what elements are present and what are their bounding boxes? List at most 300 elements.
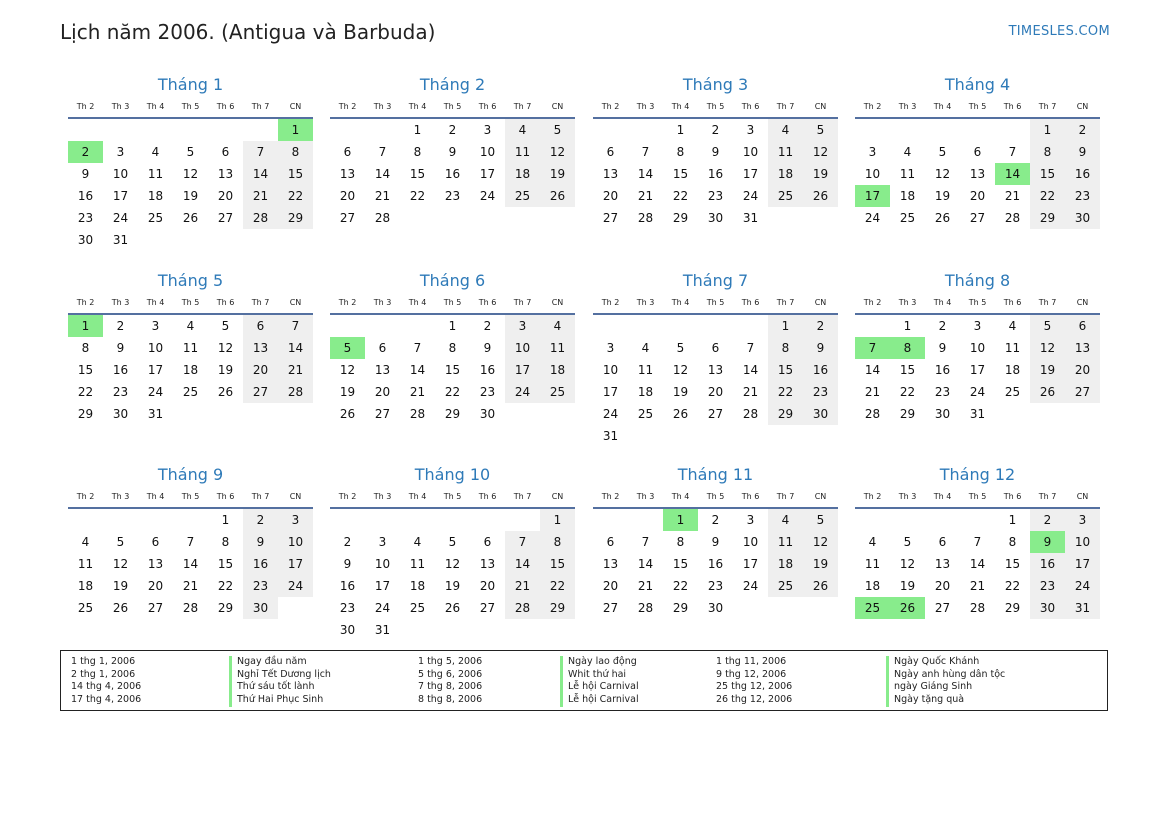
day-cell: 6 [378, 341, 387, 355]
day-cell: 13 [374, 363, 391, 377]
day-cell: 11 [899, 167, 916, 181]
day-cell: 18 [540, 359, 575, 381]
month-calendar [855, 268, 1100, 425]
day-cell: 14 [243, 163, 278, 185]
day-cell: 3 [505, 315, 540, 337]
day-cell: 15 [540, 553, 575, 575]
day-cell: 26 [339, 407, 356, 421]
month-title: Tháng 7 [682, 271, 749, 290]
day-cell: 5 [448, 535, 457, 549]
day-cell: 19 [899, 579, 916, 593]
empty-cell [890, 119, 925, 141]
day-cell: 4 [768, 509, 803, 531]
day-cell: 26 [217, 385, 234, 399]
day-cell: 5 [116, 535, 125, 549]
day-cell: 25 [409, 601, 426, 615]
day-cell: 10 [374, 557, 391, 571]
day-cell: 29 [672, 601, 689, 615]
day-cell: 26 [803, 185, 838, 207]
day-cell: 22 [278, 185, 313, 207]
weekday-label: Th 2 [338, 492, 357, 501]
weekday-label: Th 3 [898, 298, 917, 307]
day-cell: 6 [343, 145, 352, 159]
day-cell: 1 [676, 123, 685, 137]
day-cell: 8 [221, 535, 230, 549]
day-cell: 31 [147, 407, 164, 421]
month-title: Tháng 2 [419, 75, 486, 94]
day-cell: 22 [540, 575, 575, 597]
empty-cell [208, 119, 243, 141]
day-cell: 8 [81, 341, 90, 355]
empty-cell [733, 315, 768, 337]
day-cell: 31 [969, 407, 986, 421]
day-cell: 11 [147, 167, 164, 181]
day-cell: 4 [151, 145, 160, 159]
day-cell: 27 [339, 211, 356, 225]
day-cell: 19 [540, 163, 575, 185]
day-cell: 14 [969, 557, 986, 571]
day-cell: 9 [81, 167, 90, 181]
weekday-label: Th 4 [933, 492, 952, 501]
day-cell: 31 [1065, 597, 1100, 619]
site-link[interactable]: TIMESLES.COM [1008, 24, 1110, 39]
day-cell: 17 [742, 557, 759, 571]
day-cell: 20 [969, 189, 986, 203]
day-cell: 7 [413, 341, 422, 355]
empty-cell [330, 119, 365, 141]
day-cell: 14 [374, 167, 391, 181]
day-cell: 8 [676, 145, 685, 159]
day-cell: 19 [339, 385, 356, 399]
day-grid [330, 119, 575, 229]
day-grid [855, 509, 1100, 619]
day-cell: 1 [413, 123, 422, 137]
legend-name: Ngày Quốc Khánh [886, 656, 1005, 669]
holiday-day-cell: 5 [330, 337, 365, 359]
day-cell: 3 [973, 319, 982, 333]
day-cell: 8 [413, 145, 422, 159]
holiday-day-cell: 14 [995, 163, 1030, 185]
day-cell: 14 [637, 557, 654, 571]
day-cell: 18 [1004, 363, 1021, 377]
weekday-header [855, 489, 1100, 509]
weekday-label: Th 6 [741, 492, 760, 501]
day-cell: 29 [899, 407, 916, 421]
empty-cell [855, 119, 890, 141]
day-cell: 21 [1004, 189, 1021, 203]
day-cell: 5 [221, 319, 230, 333]
day-cell: 24 [1065, 575, 1100, 597]
weekday-label: Th 7 [776, 298, 795, 307]
holiday-day-cell: 9 [1030, 531, 1065, 553]
day-cell: 6 [221, 145, 230, 159]
day-cell: 6 [151, 535, 160, 549]
day-cell: 10 [864, 167, 881, 181]
day-cell: 20 [217, 189, 234, 203]
day-cell: 21 [742, 385, 759, 399]
day-cell: 21 [243, 185, 278, 207]
month-calendar [855, 72, 1100, 229]
day-cell: 17 [969, 363, 986, 377]
month-title: Tháng 11 [677, 465, 754, 484]
day-cell: 2 [243, 509, 278, 531]
empty-cell [593, 119, 628, 141]
day-cell: 8 [1030, 141, 1065, 163]
day-cell: 9 [711, 535, 720, 549]
weekday-label: CN [289, 492, 302, 501]
month-calendar [68, 268, 313, 425]
day-cell: 30 [1030, 597, 1065, 619]
weekday-label: Th 4 [933, 298, 952, 307]
day-cell: 7 [641, 145, 650, 159]
day-cell: 2 [448, 123, 457, 137]
day-cell: 3 [378, 535, 387, 549]
holiday-day-cell: 17 [855, 185, 890, 207]
day-cell: 21 [864, 385, 881, 399]
weekday-header [593, 489, 838, 509]
day-cell: 15 [1030, 163, 1065, 185]
day-cell: 11 [505, 141, 540, 163]
empty-cell [365, 315, 400, 337]
day-cell: 2 [938, 319, 947, 333]
legend-name: Ngày anh hùng dân tộc [886, 669, 1005, 682]
month-title: Tháng 12 [939, 465, 1016, 484]
day-cell: 17 [1065, 553, 1100, 575]
day-cell: 25 [768, 575, 803, 597]
weekday-label: Th 5 [968, 298, 987, 307]
legend-date: 8 thg 8, 2006 [418, 694, 483, 706]
empty-cell [68, 119, 103, 141]
day-cell: 19 [217, 363, 234, 377]
day-cell: 9 [938, 341, 947, 355]
day-grid [593, 315, 838, 447]
day-cell: 14 [505, 553, 540, 575]
day-cell: 13 [602, 167, 619, 181]
weekday-label: Th 7 [251, 492, 270, 501]
holiday-day-cell: 1 [663, 509, 698, 531]
empty-cell [628, 315, 663, 337]
weekday-label: CN [551, 102, 564, 111]
day-cell: 12 [934, 167, 951, 181]
month-title: Tháng 8 [944, 271, 1011, 290]
month-calendar [330, 462, 575, 641]
day-cell: 10 [112, 167, 129, 181]
day-cell: 6 [243, 315, 278, 337]
day-cell: 20 [243, 359, 278, 381]
day-cell: 19 [803, 553, 838, 575]
day-cell: 18 [77, 579, 94, 593]
day-cell: 23 [803, 381, 838, 403]
weekday-label: Th 5 [443, 102, 462, 111]
empty-cell [925, 119, 960, 141]
day-cell: 18 [864, 579, 881, 593]
day-cell: 15 [444, 363, 461, 377]
day-cell: 24 [278, 575, 313, 597]
weekday-label: Th 7 [251, 298, 270, 307]
day-cell: 10 [742, 145, 759, 159]
day-cell: 15 [672, 557, 689, 571]
day-cell: 24 [479, 189, 496, 203]
weekday-label: Th 6 [741, 102, 760, 111]
day-cell: 3 [151, 319, 160, 333]
day-cell: 17 [602, 385, 619, 399]
empty-cell [855, 509, 890, 531]
legend-name: Ngay đầu năm [229, 656, 331, 669]
weekday-header [593, 99, 838, 119]
weekday-label: Th 6 [478, 102, 497, 111]
day-grid [855, 119, 1100, 229]
weekday-label: Th 5 [443, 298, 462, 307]
weekday-label: Th 3 [373, 298, 392, 307]
day-cell: 8 [676, 535, 685, 549]
weekday-label: Th 4 [671, 298, 690, 307]
weekday-label: Th 3 [373, 492, 392, 501]
day-cell: 17 [147, 363, 164, 377]
empty-cell [400, 509, 435, 531]
day-cell: 16 [1065, 163, 1100, 185]
day-cell: 24 [112, 211, 129, 225]
weekday-label: Th 2 [601, 492, 620, 501]
day-cell: 27 [602, 211, 619, 225]
weekday-label: Th 6 [741, 298, 760, 307]
weekday-label: Th 2 [601, 298, 620, 307]
day-cell: 27 [707, 407, 724, 421]
day-cell: 28 [182, 601, 199, 615]
day-cell: 25 [505, 185, 540, 207]
day-cell: 12 [339, 363, 356, 377]
day-cell: 24 [742, 189, 759, 203]
empty-cell [925, 509, 960, 531]
month-title: Tháng 9 [157, 465, 224, 484]
legend-date: 5 thg 6, 2006 [418, 668, 483, 680]
day-cell: 11 [768, 141, 803, 163]
empty-cell [628, 119, 663, 141]
weekday-label: Th 4 [408, 102, 427, 111]
legend-name: Thứ Hai Phục Sinh [229, 694, 331, 707]
weekday-label: Th 7 [251, 102, 270, 111]
day-cell: 23 [444, 189, 461, 203]
day-cell: 21 [969, 579, 986, 593]
day-grid [330, 509, 575, 641]
legend-date: 2 thg 1, 2006 [71, 668, 136, 680]
day-cell: 31 [742, 211, 759, 225]
day-cell: 10 [479, 145, 496, 159]
day-cell: 20 [602, 579, 619, 593]
day-cell: 8 [448, 341, 457, 355]
day-cell: 14 [637, 167, 654, 181]
day-cell: 4 [505, 119, 540, 141]
month-title: Tháng 4 [944, 75, 1011, 94]
day-cell: 2 [483, 319, 492, 333]
day-cell: 5 [1030, 315, 1065, 337]
day-grid [330, 315, 575, 425]
legend-date: 7 thg 8, 2006 [418, 681, 483, 693]
weekday-label: Th 5 [181, 102, 200, 111]
day-cell: 23 [707, 189, 724, 203]
day-cell: 19 [182, 189, 199, 203]
day-cell: 25 [182, 385, 199, 399]
month-calendar [330, 72, 575, 229]
month-title: Tháng 3 [682, 75, 749, 94]
day-cell: 24 [864, 211, 881, 225]
day-cell: 26 [182, 211, 199, 225]
day-cell: 10 [1065, 531, 1100, 553]
day-cell: 5 [186, 145, 195, 159]
day-cell: 12 [112, 557, 129, 571]
weekday-label: Th 3 [636, 492, 655, 501]
day-cell: 6 [711, 341, 720, 355]
day-cell: 26 [803, 575, 838, 597]
day-cell: 4 [186, 319, 195, 333]
day-cell: 16 [479, 363, 496, 377]
weekday-label: CN [814, 492, 827, 501]
day-cell: 10 [742, 535, 759, 549]
weekday-label: Th 7 [1038, 492, 1057, 501]
legend-date: 14 thg 4, 2006 [71, 681, 142, 693]
day-cell: 18 [147, 189, 164, 203]
day-cell: 28 [742, 407, 759, 421]
day-cell: 19 [112, 579, 129, 593]
day-cell: 17 [278, 553, 313, 575]
day-cell: 7 [378, 145, 387, 159]
day-cell: 25 [540, 381, 575, 403]
day-cell: 16 [707, 167, 724, 181]
day-cell: 28 [1004, 211, 1021, 225]
day-cell: 23 [479, 385, 496, 399]
day-cell: 4 [768, 119, 803, 141]
day-cell: 12 [540, 141, 575, 163]
weekday-header [855, 295, 1100, 315]
day-cell: 26 [112, 601, 129, 615]
weekday-label: Th 6 [1003, 492, 1022, 501]
day-cell: 4 [868, 535, 877, 549]
weekday-label: Th 2 [338, 298, 357, 307]
day-cell: 11 [182, 341, 199, 355]
day-cell: 28 [969, 601, 986, 615]
day-cell: 2 [803, 315, 838, 337]
day-cell: 27 [1065, 381, 1100, 403]
day-cell: 11 [768, 531, 803, 553]
day-cell: 8 [540, 531, 575, 553]
day-cell: 10 [147, 341, 164, 355]
day-cell: 24 [374, 601, 391, 615]
legend-name: Lễ hội Carnival [560, 681, 639, 694]
day-cell: 3 [483, 123, 492, 137]
day-cell: 20 [707, 385, 724, 399]
day-cell: 29 [444, 407, 461, 421]
weekday-label: Th 4 [146, 102, 165, 111]
day-cell: 21 [278, 359, 313, 381]
day-cell: 15 [768, 359, 803, 381]
day-grid [68, 119, 313, 251]
day-cell: 30 [479, 407, 496, 421]
day-cell: 4 [81, 535, 90, 549]
day-cell: 7 [505, 531, 540, 553]
day-cell: 30 [339, 623, 356, 637]
weekday-label: CN [1076, 492, 1089, 501]
legend-dates-col-2 [418, 656, 482, 707]
day-cell: 14 [742, 363, 759, 377]
day-cell: 4 [1008, 319, 1017, 333]
day-cell: 8 [768, 337, 803, 359]
day-cell: 14 [278, 337, 313, 359]
day-cell: 1 [1030, 119, 1065, 141]
day-cell: 3 [746, 123, 755, 137]
day-cell: 31 [112, 233, 129, 247]
day-cell: 28 [864, 407, 881, 421]
empty-cell [593, 315, 628, 337]
day-cell: 11 [409, 557, 426, 571]
weekday-label: Th 7 [776, 102, 795, 111]
day-grid [855, 315, 1100, 425]
day-cell: 19 [803, 163, 838, 185]
legend-names-col-1 [229, 656, 331, 707]
holiday-day-cell: 26 [890, 597, 925, 619]
day-cell: 21 [182, 579, 199, 593]
weekday-label: Th 2 [76, 492, 95, 501]
day-cell: 22 [444, 385, 461, 399]
day-cell: 28 [278, 381, 313, 403]
day-cell: 30 [243, 597, 278, 619]
empty-cell [505, 509, 540, 531]
month-calendar [855, 462, 1100, 619]
weekday-label: Th 6 [216, 102, 235, 111]
day-cell: 13 [1065, 337, 1100, 359]
legend-date: 1 thg 11, 2006 [716, 656, 787, 667]
day-cell: 2 [116, 319, 125, 333]
day-cell: 23 [243, 575, 278, 597]
weekday-header [330, 489, 575, 509]
empty-cell [68, 509, 103, 531]
empty-cell [960, 509, 995, 531]
empty-cell [365, 119, 400, 141]
weekday-label: Th 3 [898, 102, 917, 111]
weekday-label: CN [1076, 298, 1089, 307]
day-cell: 7 [1008, 145, 1017, 159]
day-cell: 4 [540, 315, 575, 337]
day-cell: 5 [803, 509, 838, 531]
legend-names-col-3 [886, 656, 1005, 707]
day-cell: 2 [1030, 509, 1065, 531]
weekday-label: Th 2 [601, 102, 620, 111]
day-cell: 22 [768, 381, 803, 403]
weekday-label: CN [814, 102, 827, 111]
weekday-label: Th 3 [111, 102, 130, 111]
empty-cell [400, 315, 435, 337]
day-cell: 13 [339, 167, 356, 181]
day-cell: 25 [637, 407, 654, 421]
day-cell: 1 [768, 315, 803, 337]
weekday-label: CN [814, 298, 827, 307]
day-cell: 11 [1004, 341, 1021, 355]
empty-cell [855, 315, 890, 337]
weekday-label: Th 7 [513, 102, 532, 111]
day-cell: 18 [182, 363, 199, 377]
day-cell: 7 [278, 315, 313, 337]
weekday-label: Th 2 [76, 102, 95, 111]
weekday-label: CN [289, 102, 302, 111]
month-title: Tháng 10 [414, 465, 491, 484]
day-cell: 15 [278, 163, 313, 185]
day-cell: 17 [112, 189, 129, 203]
legend-name: Ngày lao động [560, 656, 639, 669]
day-cell: 19 [1030, 359, 1065, 381]
legend-date: 9 thg 12, 2006 [716, 668, 787, 680]
day-cell: 9 [711, 145, 720, 159]
empty-cell [960, 119, 995, 141]
day-cell: 18 [899, 189, 916, 203]
day-cell: 27 [969, 211, 986, 225]
